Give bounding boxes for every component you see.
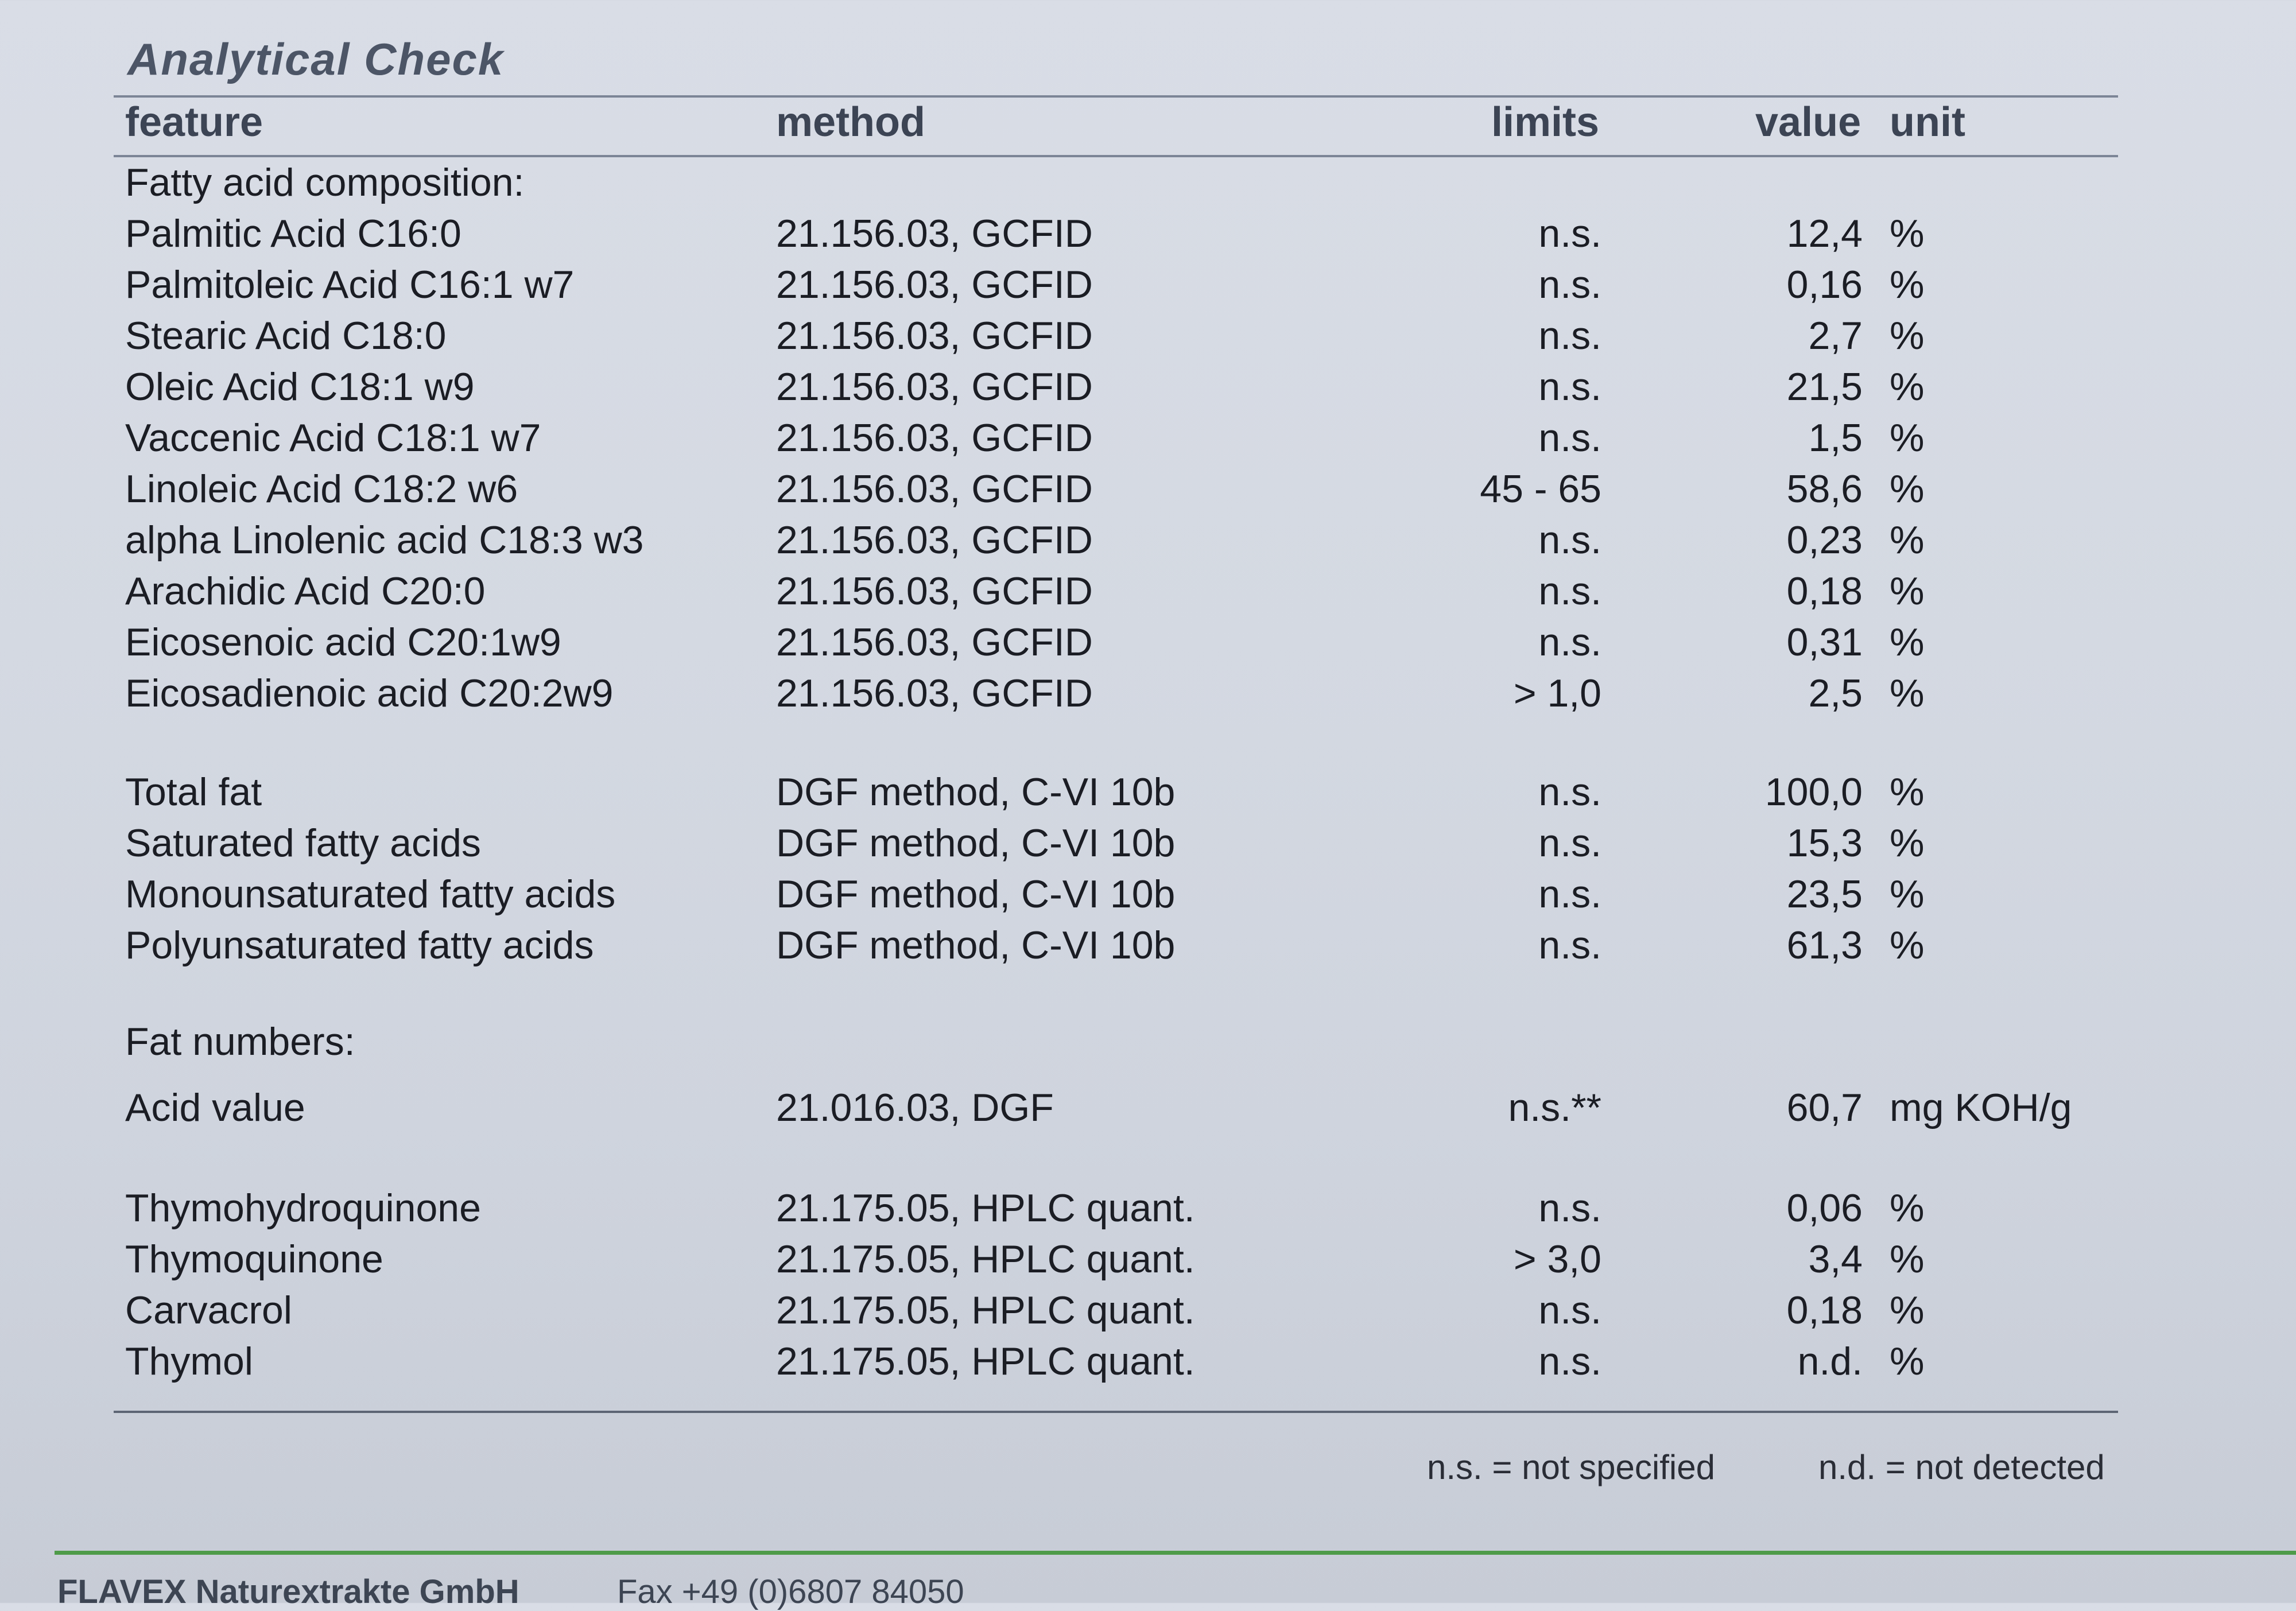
feature-cell: Vaccenic Acid C18:1 w7 bbox=[125, 416, 541, 460]
limits-cell: n.s. bbox=[1538, 1288, 1601, 1332]
method-cell: 21.016.03, DGF bbox=[776, 1086, 1054, 1129]
feature-cell: Stearic Acid C18:0 bbox=[125, 314, 447, 358]
method-cell: 21.156.03, GCFID bbox=[776, 212, 1093, 255]
section-label-fatty-acids: Fatty acid composition: bbox=[125, 161, 525, 204]
feature-cell: Oleic Acid C18:1 w9 bbox=[125, 365, 475, 409]
unit-cell: % bbox=[1890, 1186, 1925, 1230]
table-row bbox=[0, 310, 2296, 362]
limits-cell: n.s. bbox=[1538, 416, 1601, 460]
table-row bbox=[0, 1233, 2296, 1285]
table-row bbox=[0, 208, 2296, 259]
limits-cell: n.s. bbox=[1538, 821, 1601, 865]
value-cell: 58,6 bbox=[1786, 467, 1863, 511]
feature-cell: Monounsaturated fatty acids bbox=[125, 872, 616, 916]
table-row bbox=[0, 1082, 2296, 1133]
method-cell: 21.175.05, HPLC quant. bbox=[776, 1340, 1195, 1383]
unit-cell: % bbox=[1890, 821, 1925, 865]
limits-cell: n.s. bbox=[1538, 770, 1601, 814]
limits-cell: > 1,0 bbox=[1513, 671, 1601, 715]
table-row bbox=[0, 361, 2296, 413]
unit-cell: % bbox=[1890, 620, 1925, 664]
section-label-fat-numbers: Fat numbers: bbox=[125, 1020, 355, 1063]
column-header-unit: unit bbox=[1890, 99, 1965, 145]
table-row bbox=[0, 868, 2296, 920]
value-cell: 2,5 bbox=[1808, 671, 1863, 715]
table-row bbox=[0, 1284, 2296, 1336]
feature-cell: Arachidic Acid C20:0 bbox=[125, 569, 486, 613]
unit-cell: % bbox=[1890, 770, 1925, 814]
table-row bbox=[0, 616, 2296, 668]
method-cell: 21.156.03, GCFID bbox=[776, 620, 1093, 664]
limits-cell: n.s. bbox=[1538, 212, 1601, 255]
limits-cell: n.s. bbox=[1538, 314, 1601, 358]
limits-cell: > 3,0 bbox=[1513, 1237, 1601, 1281]
value-cell: 23,5 bbox=[1786, 872, 1863, 916]
unit-cell: mg KOH/g bbox=[1890, 1086, 2072, 1129]
limits-cell: 45 - 65 bbox=[1480, 467, 1601, 511]
unit-cell: % bbox=[1890, 1340, 1925, 1383]
unit-cell: % bbox=[1890, 365, 1925, 409]
feature-cell: Palmitic Acid C16:0 bbox=[125, 212, 461, 255]
title-rule bbox=[114, 95, 2118, 98]
feature-cell: Thymoquinone bbox=[125, 1237, 383, 1281]
method-cell: DGF method, C-VI 10b bbox=[776, 872, 1176, 916]
method-cell: 21.156.03, GCFID bbox=[776, 416, 1093, 460]
column-header-limits: limits bbox=[1491, 99, 1600, 145]
unit-cell: % bbox=[1890, 1237, 1925, 1281]
method-cell: 21.175.05, HPLC quant. bbox=[776, 1288, 1195, 1332]
value-cell: 0,31 bbox=[1786, 620, 1863, 664]
table-row bbox=[0, 514, 2296, 566]
table-row bbox=[0, 259, 2296, 310]
feature-cell: Polyunsaturated fatty acids bbox=[125, 923, 594, 967]
table-row bbox=[0, 667, 2296, 719]
value-cell: 12,4 bbox=[1786, 212, 1863, 255]
footer-fax: Fax +49 (0)6807 84050 bbox=[617, 1573, 964, 1610]
table-row bbox=[0, 463, 2296, 515]
method-cell: 21.156.03, GCFID bbox=[776, 671, 1093, 715]
method-cell: 21.175.05, HPLC quant. bbox=[776, 1237, 1195, 1281]
unit-cell: % bbox=[1890, 671, 1925, 715]
document-title: Analytical Check bbox=[127, 34, 505, 84]
unit-cell: % bbox=[1890, 872, 1925, 916]
method-cell: DGF method, C-VI 10b bbox=[776, 923, 1176, 967]
feature-cell: Thymohydroquinone bbox=[125, 1186, 481, 1230]
limits-cell: n.s. bbox=[1538, 620, 1601, 664]
method-cell: 21.175.05, HPLC quant. bbox=[776, 1186, 1195, 1230]
bottom-rule bbox=[114, 1411, 2118, 1413]
unit-cell: % bbox=[1890, 518, 1925, 562]
table-row bbox=[0, 817, 2296, 869]
footer-green-line bbox=[55, 1551, 2296, 1555]
column-header-feature: feature bbox=[125, 99, 263, 145]
value-cell: 60,7 bbox=[1786, 1086, 1863, 1129]
feature-cell: Linoleic Acid C18:2 w6 bbox=[125, 467, 518, 511]
limits-cell: n.s. bbox=[1538, 923, 1601, 967]
feature-cell: Acid value bbox=[125, 1086, 305, 1129]
table-row bbox=[0, 766, 2296, 818]
unit-cell: % bbox=[1890, 212, 1925, 255]
unit-cell: % bbox=[1890, 1288, 1925, 1332]
unit-cell: % bbox=[1890, 923, 1925, 967]
limits-cell: n.s. bbox=[1538, 872, 1601, 916]
feature-cell: Saturated fatty acids bbox=[125, 821, 481, 865]
unit-cell: % bbox=[1890, 314, 1925, 358]
value-cell: 3,4 bbox=[1808, 1237, 1863, 1281]
limits-cell: n.s. bbox=[1538, 518, 1601, 562]
table-row bbox=[0, 1336, 2296, 1387]
value-cell: 100,0 bbox=[1764, 770, 1863, 814]
value-cell: 0,06 bbox=[1786, 1186, 1863, 1230]
table-row bbox=[0, 412, 2296, 464]
limits-cell: n.s. bbox=[1538, 365, 1601, 409]
method-cell: DGF method, C-VI 10b bbox=[776, 821, 1176, 865]
feature-cell: Thymol bbox=[125, 1340, 253, 1383]
value-cell: 61,3 bbox=[1786, 923, 1863, 967]
value-cell: 0,23 bbox=[1786, 518, 1863, 562]
unit-cell: % bbox=[1890, 569, 1925, 613]
value-cell: n.d. bbox=[1797, 1340, 1863, 1383]
table-row bbox=[0, 919, 2296, 971]
limits-cell: n.s. bbox=[1538, 569, 1601, 613]
legend-not-specified: n.s. = not specified bbox=[1427, 1448, 1715, 1486]
feature-cell: Eicosadienoic acid C20:2w9 bbox=[125, 671, 614, 715]
unit-cell: % bbox=[1890, 467, 1925, 511]
feature-cell: Carvacrol bbox=[125, 1288, 292, 1332]
method-cell: 21.156.03, GCFID bbox=[776, 467, 1093, 511]
value-cell: 0,18 bbox=[1786, 1288, 1863, 1332]
value-cell: 21,5 bbox=[1786, 365, 1863, 409]
legend-not-detected: n.d. = not detected bbox=[1818, 1448, 2105, 1486]
column-header-method: method bbox=[776, 99, 925, 145]
method-cell: 21.156.03, GCFID bbox=[776, 365, 1093, 409]
feature-cell: alpha Linolenic acid C18:3 w3 bbox=[125, 518, 644, 562]
value-cell: 0,18 bbox=[1786, 569, 1863, 613]
table-row bbox=[0, 1182, 2296, 1234]
method-cell: 21.156.03, GCFID bbox=[776, 314, 1093, 358]
limits-cell: n.s.** bbox=[1508, 1086, 1601, 1129]
column-header-value: value bbox=[1755, 99, 1861, 145]
feature-cell: Total fat bbox=[125, 770, 262, 814]
value-cell: 15,3 bbox=[1786, 821, 1863, 865]
method-cell: 21.156.03, GCFID bbox=[776, 569, 1093, 613]
value-cell: 0,16 bbox=[1786, 263, 1863, 306]
feature-cell: Palmitoleic Acid C16:1 w7 bbox=[125, 263, 575, 306]
limits-cell: n.s. bbox=[1538, 1340, 1601, 1383]
unit-cell: % bbox=[1890, 416, 1925, 460]
limits-cell: n.s. bbox=[1538, 1186, 1601, 1230]
value-cell: 2,7 bbox=[1808, 314, 1863, 358]
method-cell: 21.156.03, GCFID bbox=[776, 263, 1093, 306]
method-cell: 21.156.03, GCFID bbox=[776, 518, 1093, 562]
method-cell: DGF method, C-VI 10b bbox=[776, 770, 1176, 814]
table-row bbox=[0, 565, 2296, 617]
unit-cell: % bbox=[1890, 263, 1925, 306]
footer-company: FLAVEX Naturextrakte GmbH bbox=[57, 1573, 519, 1610]
value-cell: 1,5 bbox=[1808, 416, 1863, 460]
feature-cell: Eicosenoic acid C20:1w9 bbox=[125, 620, 561, 664]
limits-cell: n.s. bbox=[1538, 263, 1601, 306]
